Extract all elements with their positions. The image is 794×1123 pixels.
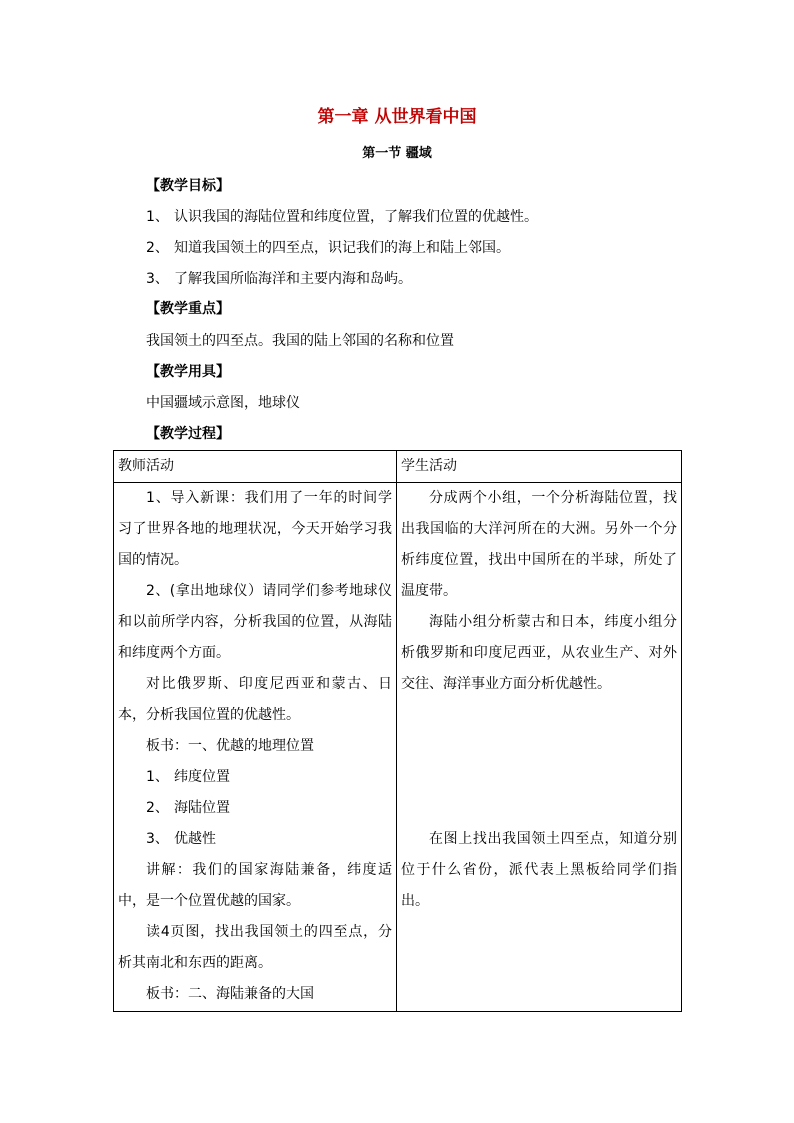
student-paragraph: 海陆小组分析蒙古和日本，纬度小组分析俄罗斯和印度尼西亚，从农业生产、对外交往、海洋事业方面分析优越性。 [401, 614, 677, 692]
list-text: 海陆位置 [174, 800, 230, 816]
objective-number: 2、 [146, 240, 169, 256]
key-points-text: 我国领土的四至点。我国的陆上邻国的名称和位置 [146, 333, 454, 349]
objective-item-2 [146, 237, 510, 259]
objective-number: 3、 [146, 271, 169, 287]
list-number: 2、 [146, 800, 169, 816]
student-paragraph: 分成两个小组，一个分析海陆位置，找出我国临的大洋河所在的大洲。另外一个分析纬度位置，找出中国所在的半球，所处了温度带。 [401, 490, 677, 599]
section-title: 第一节 疆域 [362, 146, 432, 161]
teacher-activity-header: 教师活动 [114, 451, 397, 483]
list-number: 1、 [146, 769, 169, 785]
process-heading: 【教学过程】 [146, 426, 230, 442]
table-header-row [114, 451, 682, 483]
teacher-paragraph: 1、导入新课：我们用了一年的时间学习了世界各地的地理状况，今天开始学习我国的情况。 [118, 490, 392, 568]
board-note: 板书：二、海陆兼备的大国 [146, 986, 314, 1002]
list-item [118, 762, 392, 793]
teacher-activity-cell [114, 483, 397, 1012]
teacher-paragraph: 2、(拿出地球仪）请同学们参考地球仪和以前所学内容，分析我国的位置，从海陆和纬度两个方面。 [118, 583, 392, 661]
list-item [118, 793, 392, 824]
objective-number: 1、 [146, 209, 169, 225]
key-points-heading: 【教学重点】 [146, 301, 230, 317]
objective-item-1 [146, 206, 538, 228]
tools-heading: 【教学用具】 [146, 364, 230, 380]
objective-text: 认识我国的海陆位置和纬度位置，了解我们位置的优越性。 [174, 209, 538, 225]
objective-text: 知道我国领土的四至点，识记我们的海上和陆上邻国。 [174, 240, 510, 256]
teaching-process-table [113, 450, 682, 1012]
objective-item-3 [146, 268, 412, 290]
list-text: 优越性 [174, 831, 216, 847]
objective-text: 了解我国所临海洋和主要内海和岛屿。 [174, 271, 412, 287]
list-item [118, 824, 392, 855]
board-note: 板书：一、优越的地理位置 [146, 738, 314, 754]
objectives-heading: 【教学目标】 [146, 178, 230, 194]
tools-text: 中国疆域示意图，地球仪 [146, 395, 300, 411]
cell-spacer [401, 700, 677, 824]
teacher-paragraph: 讲解：我们的国家海陆兼备，纬度适中，是一个位置优越的国家。 [118, 862, 392, 909]
teacher-paragraph: 对比俄罗斯、印度尼西亚和蒙古、日本，分析我国位置的优越性。 [118, 676, 392, 723]
list-text: 纬度位置 [174, 769, 230, 785]
table-row [114, 483, 682, 1012]
student-activity-cell [397, 483, 682, 1012]
student-paragraph: 在图上找出我国领土四至点，知道分别位于什么省份，派代表上黑板给同学们指出。 [401, 831, 677, 909]
list-number: 3、 [146, 831, 169, 847]
student-activity-header: 学生活动 [397, 451, 682, 483]
teacher-paragraph: 读4页图，找出我国领土的四至点，分析其南北和东西的距离。 [118, 924, 392, 971]
chapter-title: 第一章 从世界看中国 [317, 107, 477, 127]
